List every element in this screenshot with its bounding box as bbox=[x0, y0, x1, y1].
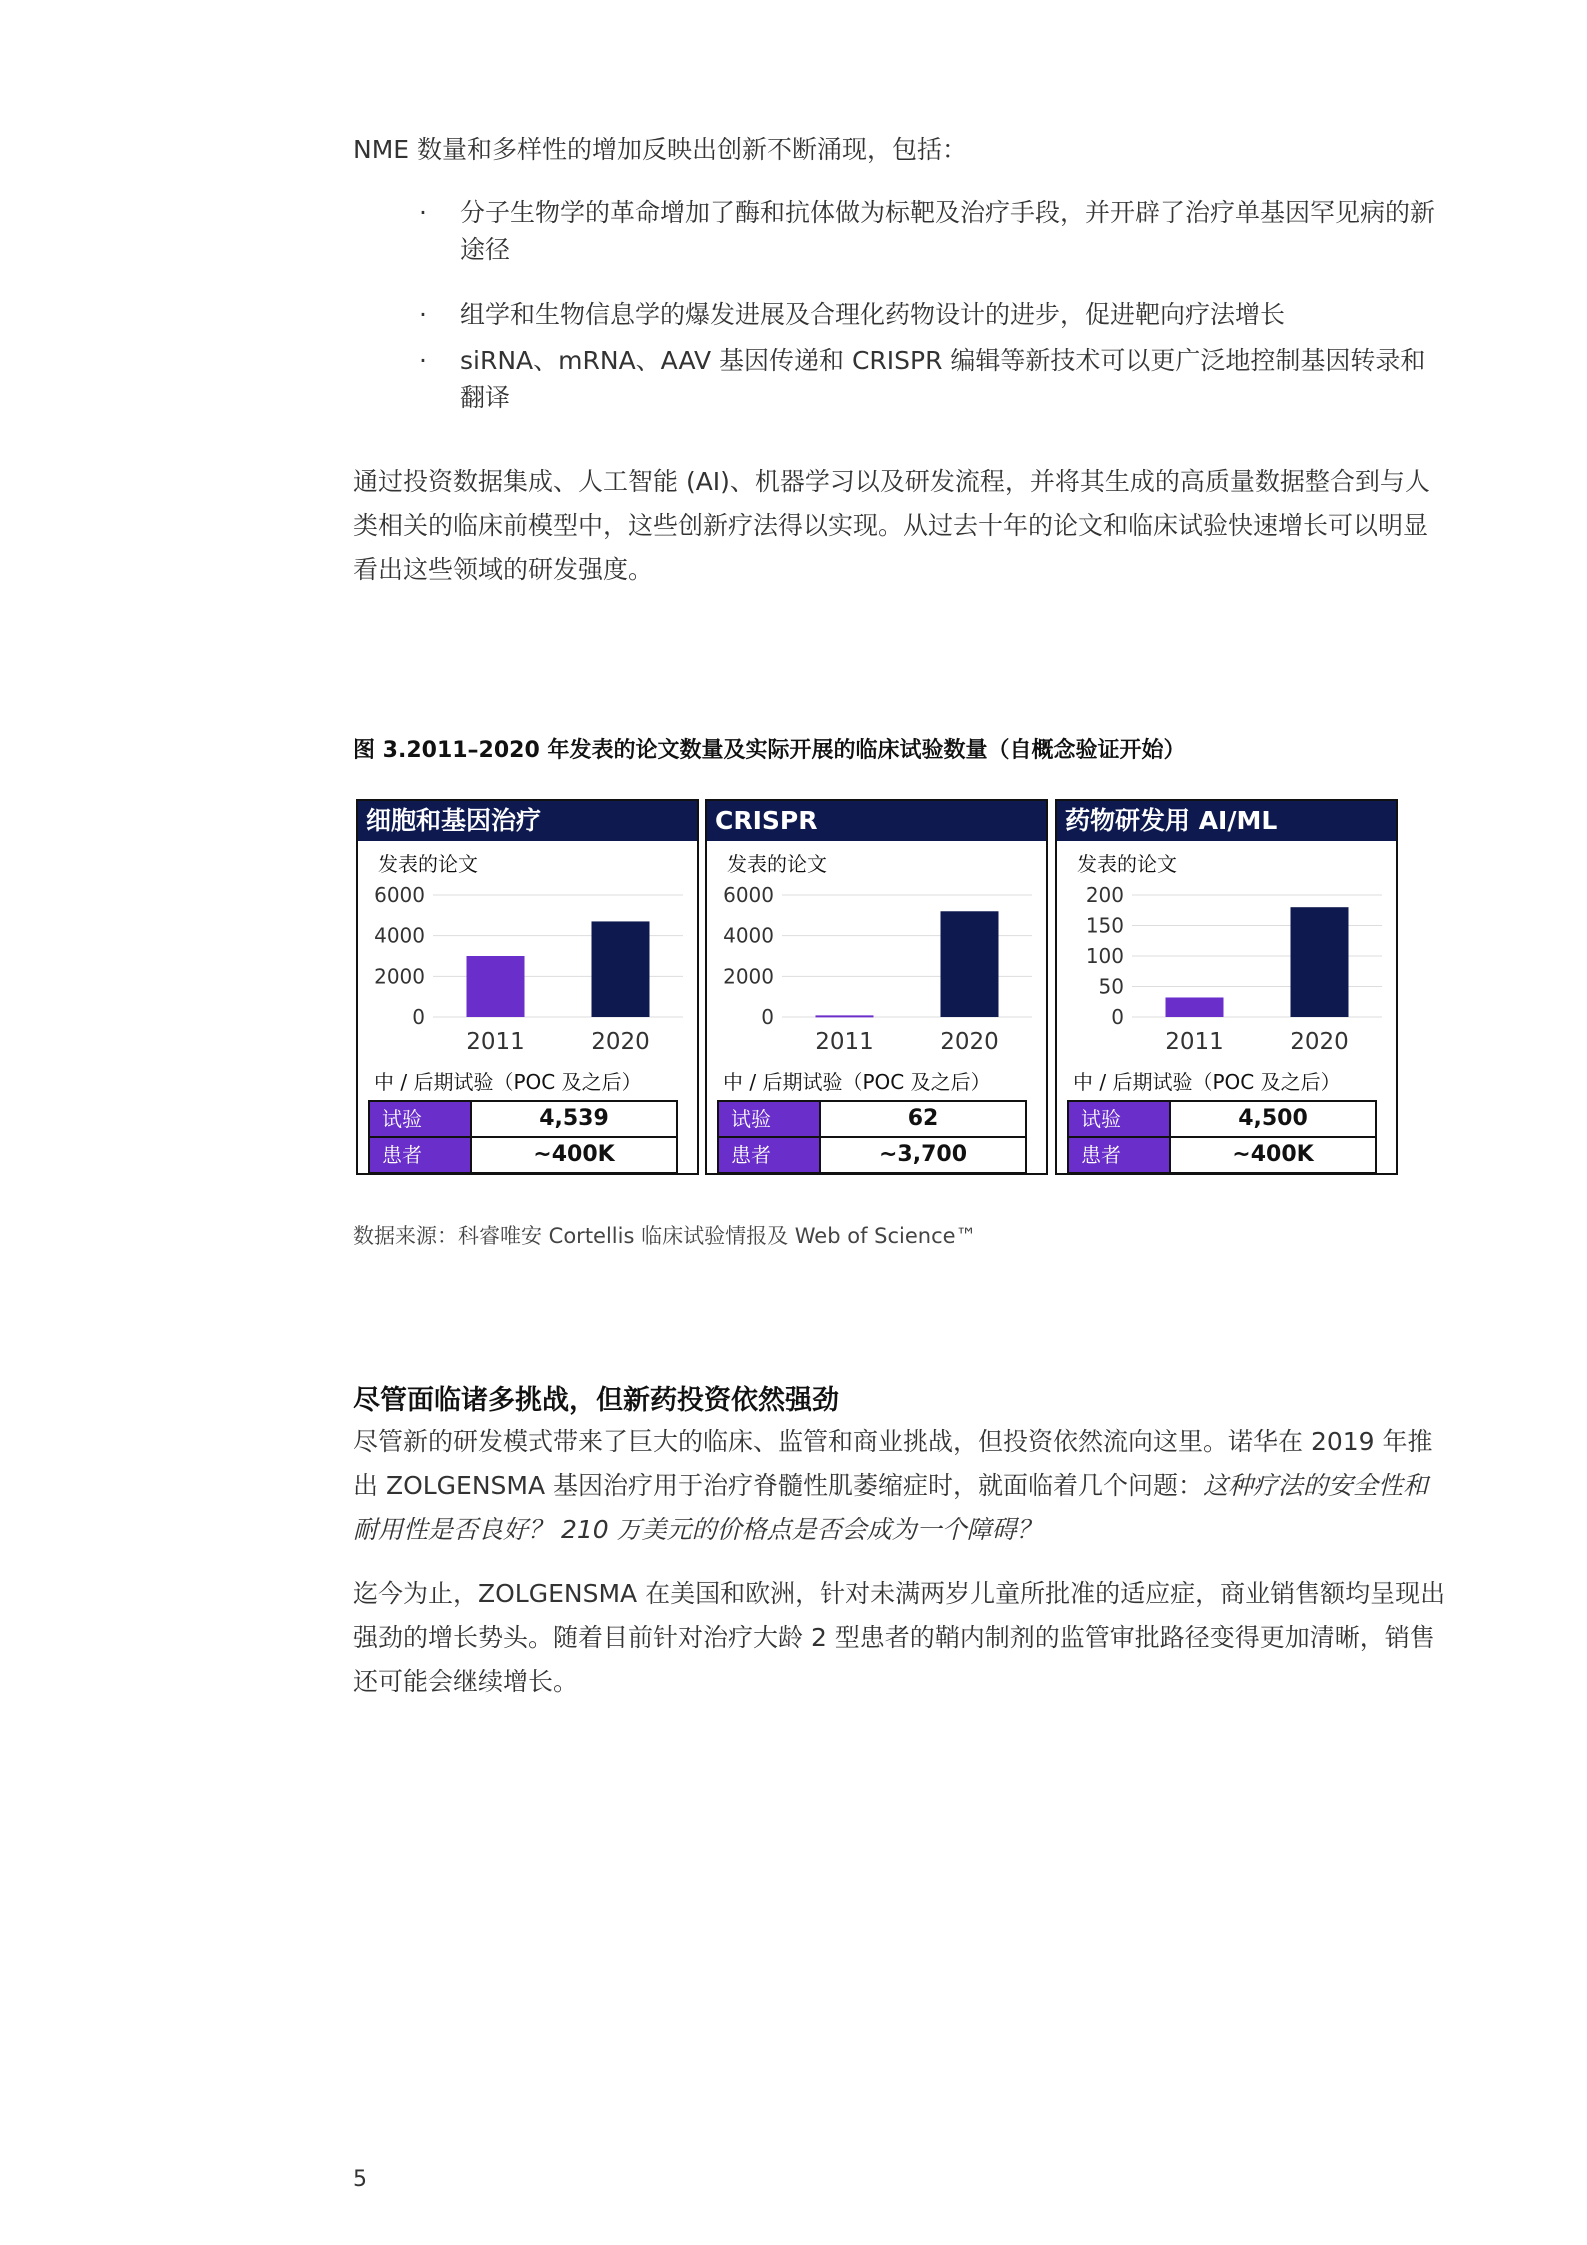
bullet-text: siRNA、mRNA、AAV 基因传递和 CRISPR 编辑等新技术可以更广泛地控制基因转录和翻译 bbox=[460, 346, 1426, 412]
panel-title: 药物研发用 AI/ML bbox=[1057, 801, 1396, 841]
bar-2011 bbox=[1166, 997, 1224, 1017]
trials-label: 中 / 后期试验（POC 及之后） bbox=[1073, 1070, 1341, 1094]
stats-row bbox=[719, 1102, 1025, 1136]
stats-label: 试验 bbox=[719, 1102, 821, 1136]
paragraph-investment: 通过投资数据集成、人工智能 (AI)、机器学习以及研发流程，并将其生成的高质量数据整合到与人类相关的临床前模型中，这些创新疗法得以实现。从过去十年的论文和临床试验快速增长可以明显看出这些领域的研发强度。 bbox=[353, 467, 1430, 584]
y-tick-label: 50 bbox=[1098, 974, 1124, 999]
figure-source: 数据来源：科睿唯安 Cortellis 临床试验情报及 Web of Science™ bbox=[353, 1224, 977, 1248]
section-paragraph-1 bbox=[353, 1420, 1450, 1552]
stats-row bbox=[1069, 1136, 1375, 1172]
bar-chart bbox=[358, 881, 697, 1066]
bar-2020 bbox=[941, 911, 999, 1017]
y-tick-label: 2000 bbox=[723, 964, 774, 989]
bullet-text: 组学和生物信息学的爆发进展及合理化药物设计的进步，促进靶向疗法增长 bbox=[460, 300, 1286, 329]
stats-label: 患者 bbox=[719, 1138, 821, 1172]
intro-paragraph: NME 数量和多样性的增加反映出创新不断涌现，包括： bbox=[353, 135, 968, 164]
y-tick-label: 2000 bbox=[374, 964, 425, 989]
bullet-dot: · bbox=[419, 198, 427, 227]
bar-2011 bbox=[467, 956, 525, 1017]
y-tick-label: 100 bbox=[1085, 944, 1124, 968]
bar-2011 bbox=[816, 1015, 874, 1017]
stats-row bbox=[370, 1102, 676, 1136]
stats-row bbox=[370, 1136, 676, 1172]
stats-table bbox=[368, 1100, 678, 1174]
chart-panel-crispr bbox=[705, 799, 1048, 1175]
bullet-dot: · bbox=[419, 300, 427, 329]
stats-label: 患者 bbox=[1069, 1138, 1171, 1172]
italic-question: 这种疗法的安全性和耐用性是否良好？ 210 万美元的价格点是否会成为一个障碍？ bbox=[353, 1471, 1429, 1544]
bar-chart bbox=[707, 881, 1046, 1066]
bar-2020 bbox=[1291, 907, 1349, 1017]
figure-title: 图 3.2011–2020 年发表的论文数量及实际开展的临床试验数量（自概念验证开始） bbox=[353, 738, 1186, 763]
stats-value: ~3,700 bbox=[878, 1142, 968, 1167]
y-tick-label: 4000 bbox=[723, 923, 774, 948]
bar-chart bbox=[1057, 881, 1396, 1066]
y-tick-label: 150 bbox=[1085, 913, 1124, 938]
stats-row bbox=[1069, 1102, 1375, 1136]
x-tick-label: 2020 bbox=[940, 1029, 999, 1055]
y-tick-label: 4000 bbox=[374, 923, 425, 948]
y-tick-label: 6000 bbox=[723, 883, 774, 907]
panel-ylabel: 发表的论文 bbox=[727, 852, 827, 876]
x-tick-label: 2011 bbox=[466, 1029, 525, 1055]
stats-value: 4,539 bbox=[539, 1106, 609, 1131]
panel-title: 细胞和基因治疗 bbox=[358, 801, 697, 841]
stats-table bbox=[717, 1100, 1027, 1174]
section-paragraph-2: 迄今为止，ZOLGENSMA 在美国和欧洲，针对未满两岁儿童所批准的适应症，商业销售额均呈现出强劲的增长势头。随着目前针对治疗大龄 2 型患者的鞘内制剂的监管审批路径变得更加清晰，销售还可能会继续增长。 bbox=[353, 1579, 1446, 1696]
stats-value: 4,500 bbox=[1238, 1106, 1308, 1131]
trials-label: 中 / 后期试验（POC 及之后） bbox=[374, 1070, 642, 1094]
y-tick-label: 200 bbox=[1085, 883, 1124, 907]
x-tick-label: 2020 bbox=[1290, 1029, 1349, 1055]
page-number: 5 bbox=[353, 2167, 367, 2192]
stats-label: 患者 bbox=[370, 1138, 472, 1172]
stats-table bbox=[1067, 1100, 1377, 1174]
x-tick-label: 2020 bbox=[591, 1029, 650, 1055]
stats-row bbox=[719, 1136, 1025, 1172]
y-tick-label: 0 bbox=[1111, 1005, 1124, 1029]
stats-value: ~400K bbox=[1232, 1142, 1314, 1167]
stats-label: 试验 bbox=[370, 1102, 472, 1136]
trials-label: 中 / 后期试验（POC 及之后） bbox=[723, 1070, 991, 1094]
y-tick-label: 0 bbox=[412, 1005, 425, 1029]
bar-2020 bbox=[592, 921, 650, 1017]
chart-panel-ai-ml bbox=[1055, 799, 1398, 1175]
y-tick-label: 0 bbox=[761, 1005, 774, 1029]
paragraph-text: 尽管新的研发模式带来了巨大的临床、监管和商业挑战，但投资依然流向这里。诺华在 2019 年推出 ZOLGENSMA 基因治疗用于治疗脊髓性肌萎缩症时，就面临着几个问题： bbox=[353, 1427, 1433, 1500]
y-tick-label: 6000 bbox=[374, 883, 425, 907]
bullet-dot: · bbox=[419, 346, 427, 375]
panel-ylabel: 发表的论文 bbox=[378, 852, 478, 876]
x-tick-label: 2011 bbox=[815, 1029, 874, 1055]
stats-value: 62 bbox=[907, 1106, 939, 1131]
stats-label: 试验 bbox=[1069, 1102, 1171, 1136]
stats-value: ~400K bbox=[533, 1142, 615, 1167]
section-heading: 尽管面临诸多挑战，但新药投资依然强劲 bbox=[353, 1385, 839, 1416]
bullet-text: 分子生物学的革命增加了酶和抗体做为标靶及治疗手段，并开辟了治疗单基因罕见病的新途径 bbox=[460, 198, 1436, 264]
panel-ylabel: 发表的论文 bbox=[1077, 852, 1177, 876]
chart-panel-cell-gene bbox=[356, 799, 699, 1175]
panel-title: CRISPR bbox=[707, 801, 1046, 841]
x-tick-label: 2011 bbox=[1165, 1029, 1224, 1055]
